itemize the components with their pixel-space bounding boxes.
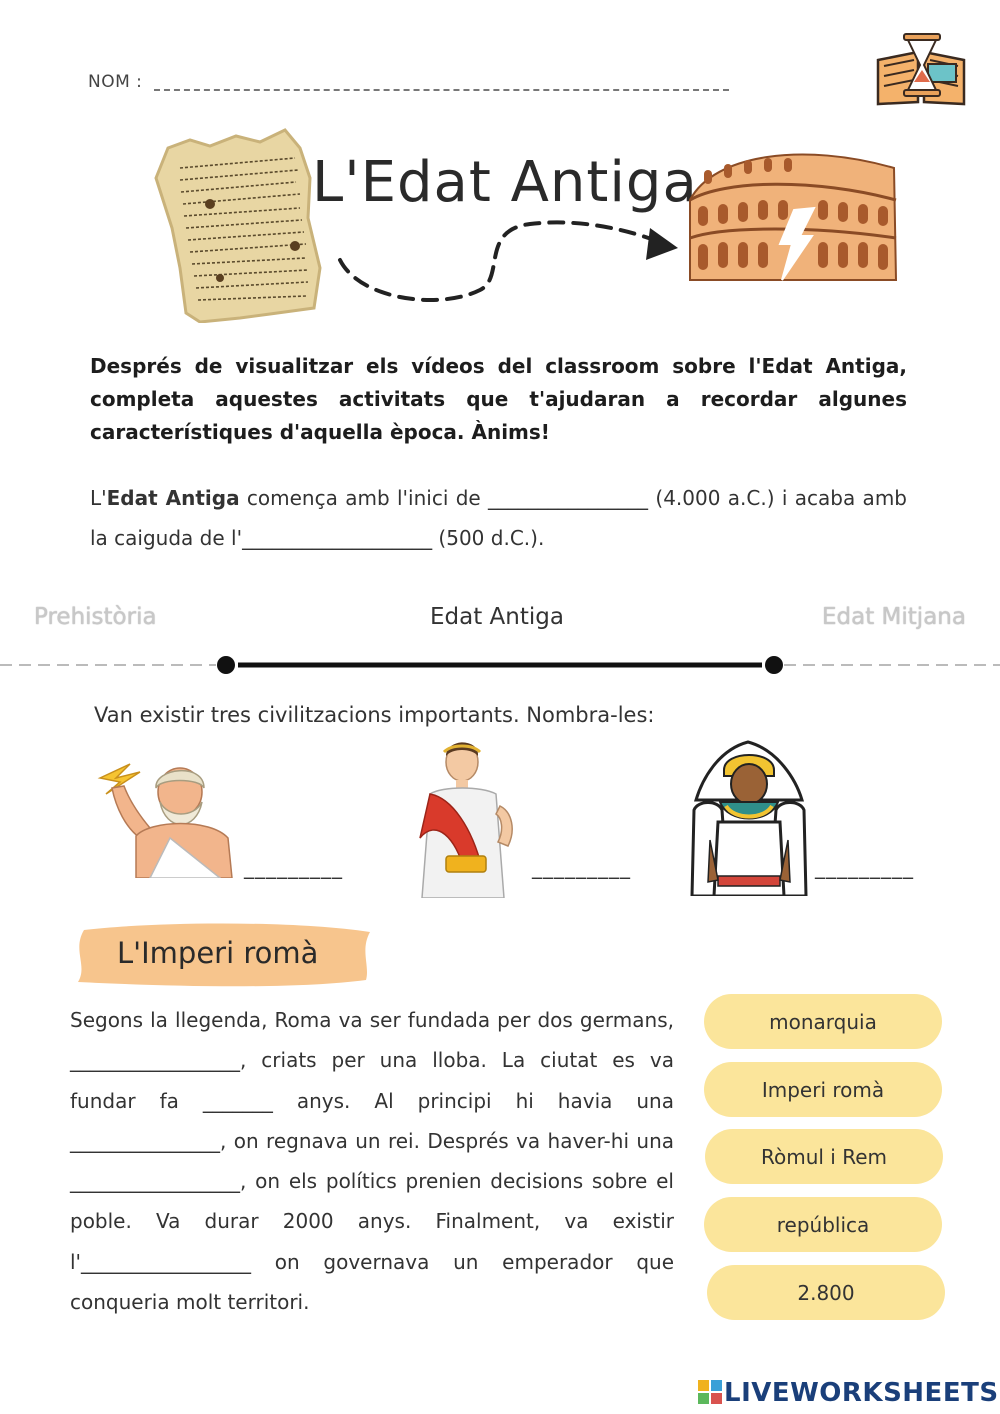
era-sentence [90, 478, 907, 558]
greek-god-illustration [70, 758, 240, 878]
civilization-blank-1[interactable]: _________ [244, 855, 343, 879]
brand-name: LIVEWORKSHEETS [724, 1378, 999, 1408]
timeline [0, 650, 1000, 680]
timeline-label-ancient: Edat Antiga [430, 604, 564, 630]
roman-figure-illustration [412, 738, 524, 898]
parchment-illustration [150, 118, 325, 323]
book-hourglass-icon [874, 30, 968, 108]
word-chip-romul-i-rem[interactable]: Ròmul i Rem [705, 1129, 943, 1184]
sentence-body: comença amb l'inici de ________________ (4.000 a.C.) i acaba amb la caiguda de l'___________________ (500 d.C.). [90, 486, 907, 550]
civilization-blank-2[interactable]: _________ [532, 855, 631, 879]
timeline-label-prehistory: Prehistòria [34, 604, 157, 630]
word-chip-imperi-roma[interactable]: Imperi romà [704, 1062, 942, 1117]
roman-story-paragraph: Segons la llegenda, Roma va ser fundada per dos germans, _________________, criats per una lloba. La ciutat es va fundar fa _______ anys. Al principi hi havia una _______________, on regnava un rei. Després va haver-hi una _________________, on els polítics prenien decisions sobre el poble. Va durar 2000 anys. Finalment, va existir l'_________________ on governava un emperador que conqueria molt territori. [70, 1008, 674, 1315]
timeline-label-middle-ages: Edat Mitjana [822, 604, 966, 630]
name-label-text: NOM : [88, 72, 143, 92]
word-chip-monarquia[interactable]: monarquia [704, 994, 942, 1049]
timeline-end-dot [765, 656, 783, 674]
timeline-start-dot [217, 656, 235, 674]
name-label [88, 72, 729, 92]
colosseum-illustration [684, 140, 900, 285]
dashed-arrow-decoration [330, 210, 690, 320]
intro-paragraph: Després de visualitzar els vídeos del classroom sobre l'Edat Antiga, completa aquestes activitats que t'ajudaran a recordar algunes característiques d'aquella època. Ànims! [90, 354, 907, 444]
sentence-prefix: L' [90, 486, 107, 510]
word-chip-2800[interactable]: 2.800 [707, 1265, 945, 1320]
name-input-line[interactable] [154, 89, 729, 91]
word-chip-republica[interactable]: república [704, 1197, 942, 1252]
egyptian-figure-illustration [688, 740, 810, 896]
page-title: L'Edat Antiga [312, 150, 698, 215]
sentence-bold-term: Edat Antiga [106, 486, 240, 510]
civilization-blank-3[interactable]: _________ [815, 855, 914, 879]
liveworksheets-brand [698, 1378, 999, 1408]
liveworksheets-logo-icon [698, 1380, 722, 1404]
section-title: L'Imperi romà [117, 936, 319, 970]
civilizations-question: Van existir tres civilitzacions importants. Nombra-les: [94, 703, 655, 727]
